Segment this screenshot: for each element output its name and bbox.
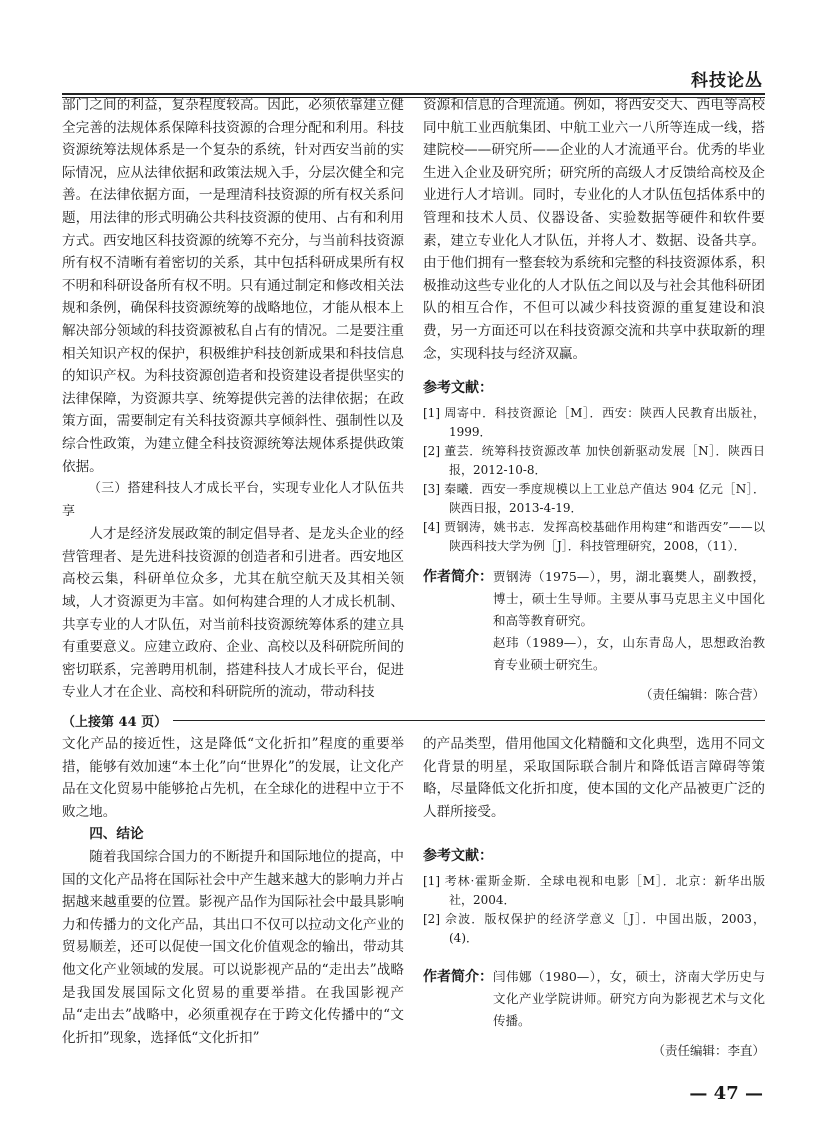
reference-item: [1] 周寄中．科技资源论［M］．西安：陕西人民教育出版社，1999． <box>423 405 765 439</box>
body-paragraph: 部门之间的利益，复杂程度较高。因此，必须依靠建立健全完善的法规体系保障科技资源的合理分配和利用。科技资源统筹法规体系是一个复杂的系统，针对西安当前的实际情况，应从法律依据和政策法规入手，分层次健全和完善。在法律依据方面，一是理清科技资源的所有权关系问题，用法律的形式明确公共科技资源的使用、占有和利用方式。西安地区科技资源的统筹不充分，与当前科技资源所有权不清晰有着密切的关系，其中包括科研成果所有权不明和科研设备所有权不明。只有通过制定和修改相关法规和条例，确保科技资源统筹的战略地位，才能从根本上解决部分领域的科技资源被私自占有的情况。二是要注重相关知识产权的保护，积极维护科技创新成果和科技信息的知识产权。为科技资源创造者和投资建设者提供坚实的法律保障，为资源共享、统筹提供完善的法律依据；在政策方面，需要制定有关科技资源共享倾斜性、强制性以及综合性政策，为建立健全科技资源统筹法规体系提供政策依据。 <box>62 97 404 475</box>
continued-rule <box>162 720 765 721</box>
journal-section-title: 科技论丛 <box>691 71 763 91</box>
reference-item: [3] 秦曦．西安一季度规模以上工业总产值达 904 亿元［N］．陕西日报，2013-4-19． <box>423 481 765 515</box>
reference-item: [4] 贾钢涛，姚书志．发挥高校基础作用构建“和谐西安”——以陕西科技大学为例［J］．科技管理研究，2008，（11）． <box>423 519 765 553</box>
body-paragraph: 资源和信息的合理流通。例如，将西安交大、西电等高校同中航工业西航集团、中航工业六一八所等连成一线，搭建院校——研究所——企业的人才流通平台。优秀的毕业生进入企业及研究所；研究所的高级人才反馈给高校及企业进行人才培训。同时，专业化的人才队伍包括体系中的管理和技术人员、仪器设备、实验数据等硬件和软件要素，建立专业化人才队伍，并将人才、数据、设备共享。由于他们拥有一整套较为系统和完整的科技资源体系，积极推动这些专业化的人才队伍之间以及与社会其他科研团队的相互合作，不但可以减少科技资源的重复建设和浪费，另一方面还可以在科技资源交流和共享中获取新的理念，实现科技与经济双赢。 <box>423 97 765 362</box>
section-title: 四、结论 <box>89 826 144 843</box>
top-right-column <box>423 94 765 706</box>
author-info <box>423 566 765 676</box>
page-number: — 47 — <box>689 1083 763 1104</box>
author-bio: 赵玮（1989—），女，山东青岛人，思想政治教育专业硕士研究生。 <box>493 634 765 672</box>
body-paragraph: 文化产品的接近性，这是降低“文化折扣”程度的重要举措，能够有效加速“本土化”向“世界化”的发展，让文化产品在文化贸易中能够抢占先机，在全球化的进程中立于不败之地。 <box>62 736 404 820</box>
body-paragraph: 人才是经济发展政策的制定倡导者、是龙头企业的经营管理者、是先进科技资源的创造者和引进者。西安地区高校云集，科研单位众多，尤其在航空航天及其相关领域，人才资源更为丰富。如何构建合理的人才成长机制、共享专业的人才队伍，对当前科技资源统筹体系的建立具有重要意义。应建立政府、企业、高校以及科研院所间的密切联系，完善聘用机制，搭建科技人才成长平台，促进专业人才在企业、高校和科研院所的流动，带动科技 <box>62 526 404 701</box>
responsible-editor: （责任编辑：陈合营） <box>639 686 765 702</box>
references-heading: 参考文献： <box>423 848 493 865</box>
reference-item: [2] 董芸．统筹科技资源改革 加快创新驱动发展［N］．陕西日报，2012-10-8． <box>423 443 765 477</box>
bottom-right-column <box>423 733 765 1063</box>
author-bio: 闫伟娜（1980—），女，硕士，济南大学历史与文化产业学院讲师。研究方向为影视艺术与文化传播。 <box>493 968 765 1028</box>
body-paragraph: 随着我国综合国力的不断提升和国际地位的提高，中国的文化产品将在国际社会中产生越来越大的影响力并占据越来越重要的位置。影视产品作为国际社会中最具影响力和传播力的文化产品，其出口不仅可以拉动文化产业的贸易顺差，还可以促使一国文化价值观念的输出，带动其他文化产业领域的发展。可以说影视产品的“走出去”战略是我国发展国际文化贸易的重要举措。在我国影视产品“走出去”战略中，必须重视存在于跨文化传播中的“文化折扣”现象，选择低“文化折扣” <box>62 848 404 1046</box>
continued-label: （上接第 44 页） <box>62 711 173 730</box>
author-label: 作者简介： <box>423 968 493 985</box>
reference-item: [2] 佘波．版权保护的经济学意义［J］．中国出版，2003，(4)． <box>423 911 765 945</box>
author-label: 作者简介： <box>423 568 493 585</box>
body-paragraph: 的产品类型，借用他国文化精髓和文化典型，选用不同文化背景的明星，采取国际联合制片和降低语言障碍等策略，尽量降低文化折扣度，使本国的文化产品被更广泛的人群所接受。 <box>423 736 765 820</box>
subsection-heading: （三）搭建科技人才成长平台，实现专业化人才队伍共享 <box>62 481 404 519</box>
bottom-left-column <box>62 733 404 1049</box>
references-heading: 参考文献： <box>423 380 493 397</box>
top-left-column <box>62 94 404 704</box>
responsible-editor: （责任编辑：李直） <box>652 1042 765 1058</box>
reference-item: [1] 考林·霍斯金斯．全球电视和电影［M］．北京：新华出版社，2004． <box>423 873 765 907</box>
author-bio: 贾钢涛（1975—），男，湖北襄樊人，副教授，博士，硕士生导师。主要从事马克思主义中国化和高等教育研究。 <box>493 568 765 628</box>
continued-from-bar <box>62 711 765 729</box>
author-info <box>423 966 765 1032</box>
